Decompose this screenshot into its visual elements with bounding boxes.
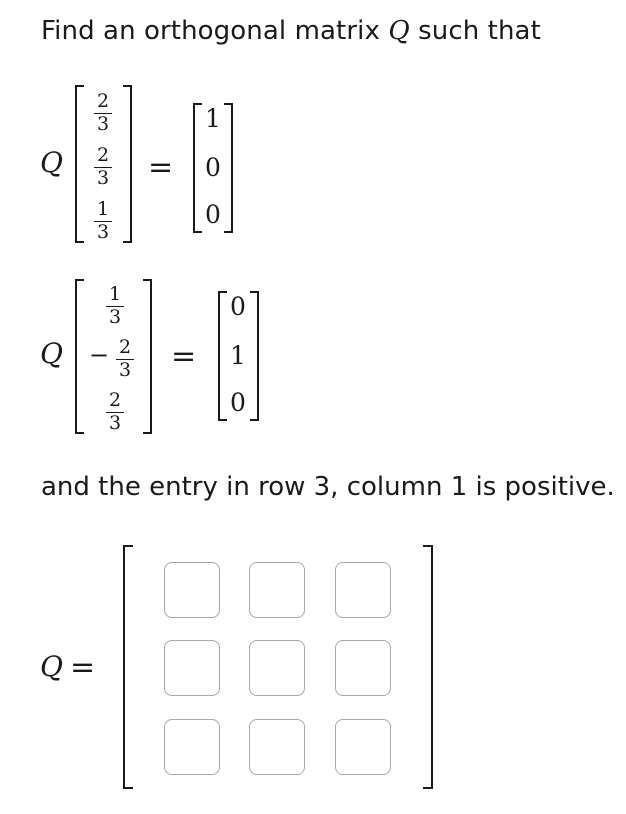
eq1-entry-3-den: 3 xyxy=(96,221,110,244)
eq2-entry-2-den: 3 xyxy=(118,359,132,382)
eq1-entry-2-num: 2 xyxy=(96,144,110,166)
eq1-entry-1-num: 2 xyxy=(96,90,110,112)
eq2-equals-sign: = xyxy=(171,339,197,374)
eq2-vector-entry-3 xyxy=(100,391,130,433)
answer-cell-r1c3[interactable] xyxy=(335,562,391,618)
answer-equals-sign: = xyxy=(70,650,96,685)
eq1-vector-entry-3 xyxy=(88,200,118,242)
prompt-text-before: Find an orthogonal matrix xyxy=(41,16,389,46)
eq2-lhs-q: Q xyxy=(40,337,63,370)
eq2-rhs-entry-1: 0 xyxy=(230,292,246,321)
eq1-rhs-entry-1: 1 xyxy=(205,104,221,133)
eq1-lhs-q: Q xyxy=(40,146,63,179)
answer-cell-r3c2[interactable] xyxy=(249,719,305,775)
eq2-entry-3-num: 2 xyxy=(108,389,122,411)
eq2-vector-entry-2 xyxy=(110,338,140,380)
answer-cell-r3c3[interactable] xyxy=(335,719,391,775)
eq1-entry-3-num: 1 xyxy=(96,198,110,220)
eq2-vector-entry-1 xyxy=(100,285,130,327)
answer-cell-r1c1[interactable] xyxy=(164,562,220,618)
prompt-text-after: such that xyxy=(409,16,541,46)
eq2-rhs-entry-2: 1 xyxy=(230,341,246,370)
answer-cell-r2c1[interactable] xyxy=(164,640,220,696)
eq1-entry-1-den: 3 xyxy=(96,113,110,136)
eq1-entry-2-den: 3 xyxy=(96,167,110,190)
answer-cell-r3c1[interactable] xyxy=(164,719,220,775)
eq2-entry-1-num: 1 xyxy=(108,283,122,305)
eq1-rhs-entry-2: 0 xyxy=(205,153,221,182)
eq2-rhs-entry-3: 0 xyxy=(230,388,246,417)
prompt-matrix-var: Q xyxy=(388,16,410,46)
eq2-entry-1-den: 3 xyxy=(108,306,122,329)
eq1-vector-entry-2 xyxy=(88,146,118,188)
eq2-entry-3-den: 3 xyxy=(108,412,122,435)
answer-cell-r2c2[interactable] xyxy=(249,640,305,696)
eq1-rhs-entry-3: 0 xyxy=(205,200,221,229)
answer-cell-r2c3[interactable] xyxy=(335,640,391,696)
eq1-equals-sign: = xyxy=(148,150,174,185)
eq2-entry-2-sign: − xyxy=(89,341,110,369)
eq2-entry-2-num: 2 xyxy=(118,336,132,358)
answer-lhs-q: Q xyxy=(40,650,63,683)
eq1-vector-entry-1 xyxy=(88,92,118,134)
condition-text: and the entry in row 3, column 1 is positive. xyxy=(41,472,615,502)
answer-cell-r1c2[interactable] xyxy=(249,562,305,618)
